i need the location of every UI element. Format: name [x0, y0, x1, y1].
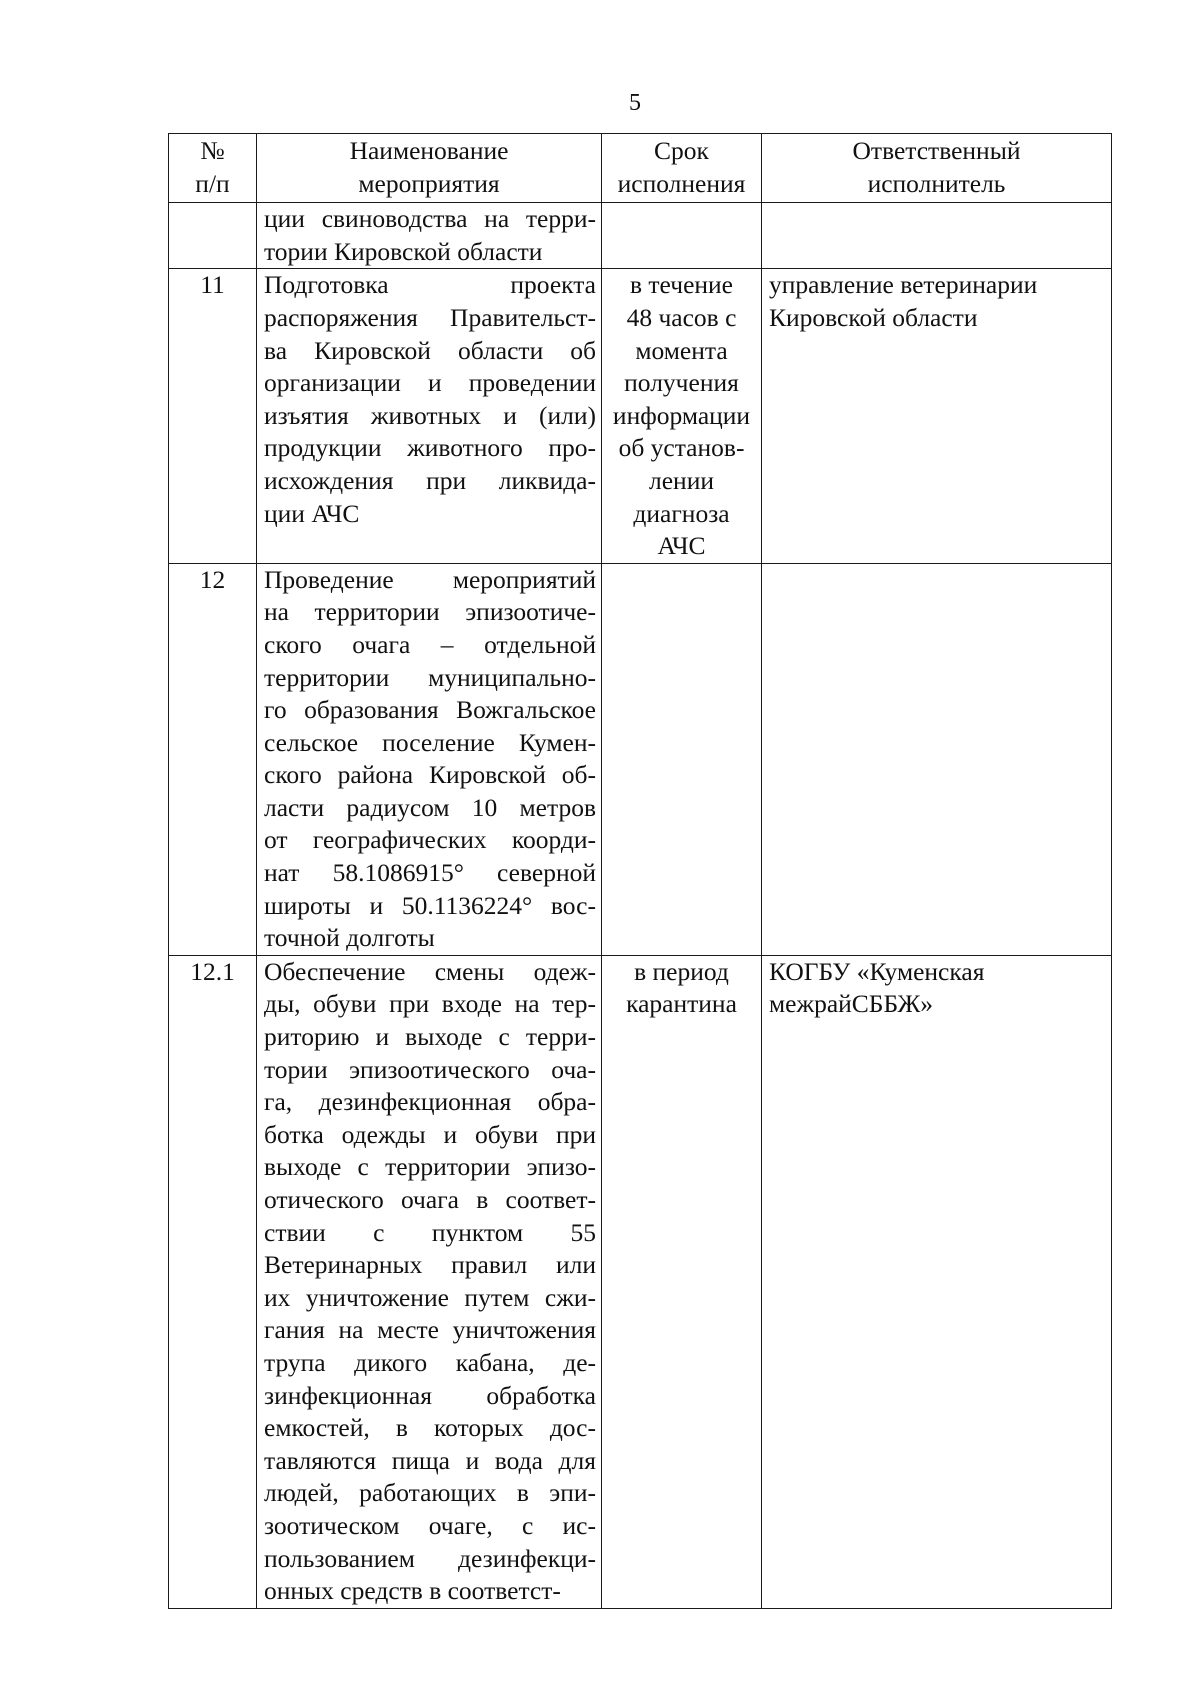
row-number: 11 — [169, 269, 257, 563]
header-num-line: № — [200, 136, 225, 165]
table-row — [169, 563, 1112, 955]
header-resp-line: исполнитель — [867, 168, 1006, 198]
measure-name-line: на территории эпизоотиче- — [264, 597, 596, 627]
row-number — [169, 203, 257, 269]
deadline-line: момента — [635, 335, 728, 365]
responsible-cell — [762, 203, 1112, 269]
deadline-line: в течение — [630, 270, 733, 300]
measure-name-line: Проведение мероприятий — [264, 564, 596, 594]
deadline-cell — [602, 955, 762, 1608]
deadline-cell — [602, 269, 762, 563]
header-term-line: Срок — [654, 136, 709, 165]
measure-name-line: емкостей, в которых дос- — [264, 1413, 596, 1443]
deadline-line: карантина — [626, 989, 737, 1019]
measure-name-line: ции свиноводства на терри- — [264, 204, 596, 234]
header-term — [602, 134, 762, 203]
page-number: 5 — [629, 90, 641, 116]
responsible-line: межрайСББЖ» — [769, 989, 934, 1019]
deadline-line: лении — [649, 465, 714, 495]
measure-name-line: риторию и выходе с терри- — [264, 1022, 596, 1052]
responsible-cell — [762, 563, 1112, 955]
measure-name-line: ствии с пунктом 55 — [264, 1217, 596, 1247]
measure-name-line: тории Кировской области — [264, 236, 543, 266]
measure-name-line: людей, работающих в эпи- — [264, 1478, 596, 1508]
measure-name-line: ского района Кировской об- — [264, 760, 596, 790]
header-name — [257, 134, 602, 203]
table-row — [169, 203, 1112, 269]
header-term-line: исполнения — [617, 168, 746, 198]
table-header-row — [169, 134, 1112, 203]
measure-name-line: отического очага в соответ- — [264, 1185, 596, 1214]
responsible-cell — [762, 955, 1112, 1608]
measure-name-line: зинфекционная обработка — [264, 1380, 596, 1410]
measures-table — [168, 133, 1112, 1609]
deadline-line: 48 часов с — [626, 302, 737, 332]
measure-name-line: от географических коорди- — [264, 825, 596, 855]
measure-name-line: га, дезинфекционная обра- — [264, 1087, 596, 1117]
measure-name-line: Обеспечение смены одеж- — [264, 956, 596, 986]
measure-name-line: их уничтожение путем сжи- — [264, 1282, 596, 1312]
measure-name-line: Подготовка проекта — [264, 270, 596, 300]
header-resp — [762, 134, 1112, 203]
header-name-line: мероприятия — [358, 168, 500, 198]
measure-name-line: территории муниципально- — [264, 662, 596, 692]
measure-name-line: выходе с территории эпизо- — [264, 1152, 596, 1182]
responsible-cell — [762, 269, 1112, 563]
measure-name-cell — [257, 203, 602, 269]
measure-name-line: гания на месте уничтожения — [264, 1315, 596, 1345]
measure-name-line: пользованием дезинфекци- — [264, 1543, 596, 1573]
deadline-line: в период — [634, 956, 729, 986]
measure-name-line: нат 58.1086915° северной — [264, 858, 596, 888]
measure-name-line: широты и 50.1136224° вос- — [264, 890, 596, 920]
deadline-line: об установ- — [618, 433, 745, 463]
header-num-line: п/п — [195, 168, 230, 198]
measure-name-line: продукции животного про- — [264, 433, 596, 463]
row-number: 12 — [169, 563, 257, 955]
header-resp-line: Ответственный — [852, 136, 1021, 165]
table-row — [169, 269, 1112, 563]
responsible-line: Кировской области — [769, 302, 978, 332]
measure-name-line: изъятия животных и (или) — [264, 400, 596, 430]
measure-name-line: зоотическом очаге, с ис- — [264, 1510, 596, 1540]
responsible-line: управление ветеринарии — [769, 270, 1038, 300]
measure-name-line: го образования Вожгальское — [264, 695, 596, 725]
deadline-line: диагноза — [633, 498, 730, 528]
measure-name-cell — [257, 269, 602, 563]
measure-name-line: ласти радиусом 10 метров — [264, 792, 596, 822]
deadline-cell — [602, 563, 762, 955]
measure-name-line: точной долготы — [264, 923, 435, 953]
measure-name-line: тавляются пища и вода для — [264, 1445, 596, 1475]
measure-name-line: ботка одежды и обуви при — [264, 1119, 596, 1149]
measure-name-line: ции АЧС — [264, 498, 360, 528]
measure-name-line: исхождения при ликвида- — [264, 465, 596, 495]
measure-name-line: ва Кировской области об — [264, 335, 596, 365]
responsible-line: КОГБУ «Куменская — [769, 956, 985, 986]
deadline-line: информации — [612, 400, 751, 430]
header-name-line: Наименование — [349, 136, 509, 165]
measure-name-line: тории эпизоотического оча- — [264, 1054, 596, 1084]
measure-name-line: ского очага – отдельной — [264, 629, 596, 659]
measure-name-line: распоряжения Правительст- — [264, 302, 596, 332]
measure-name-line: Ветеринарных правил или — [264, 1250, 596, 1280]
table-row — [169, 955, 1112, 1608]
deadline-line: АЧС — [657, 531, 706, 561]
header-num — [169, 134, 257, 203]
deadline-line: получения — [624, 368, 739, 398]
deadline-cell — [602, 203, 762, 269]
measure-name-line: онных средств в соответст- — [264, 1576, 561, 1606]
row-number: 12.1 — [169, 955, 257, 1608]
measure-name-line: сельское поселение Кумен- — [264, 727, 596, 757]
measure-name-line: организации и проведении — [264, 368, 596, 398]
measure-name-line: ды, обуви при входе на тер- — [264, 989, 596, 1019]
measure-name-cell — [257, 563, 602, 955]
measure-name-cell — [257, 955, 602, 1608]
measure-name-line: трупа дикого кабана, де- — [264, 1347, 596, 1377]
